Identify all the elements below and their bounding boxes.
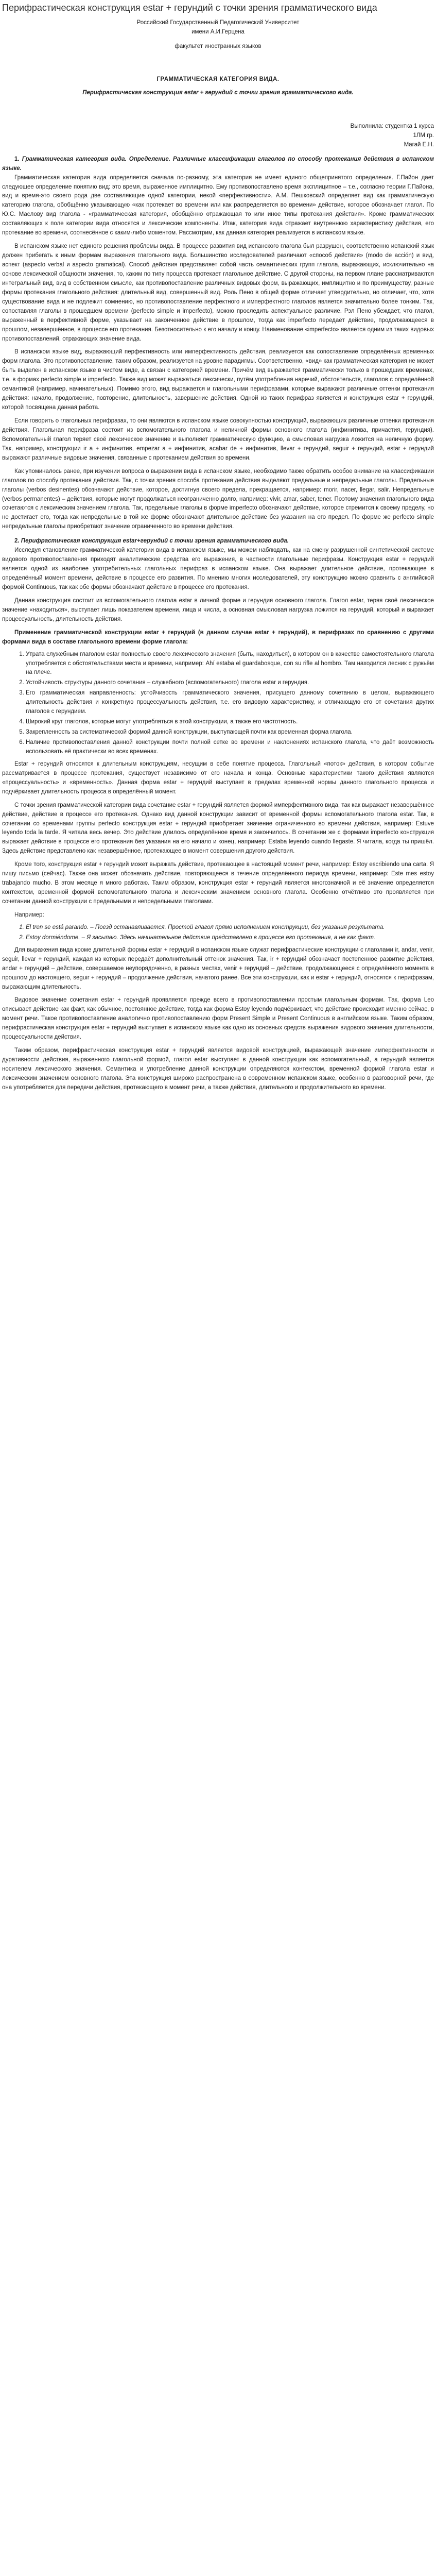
list-item: 2. Устойчивость структуры данного сочетания – служебного (вспомогательного) глагола estar и герундия.	[26, 679, 434, 688]
paragraph: Кроме того, конструкция estar + герундий может выражать действие, протекающее в настоящий момент речи, например: Estoy escribiendo una carta. Я пишу письмо (сейчас). Также она может обозначать действие, повторяющееся в течение определённого периода времени, например: Este mes estoy trabajando mucho. В этом месяце я много работаю. Таким образом, конструкция estar + герундий является многозначной и её значение определяется контекстом, временной формой вспомогательного глагола и лексическим значением основного глагола. Особенно отчётливо это проявляется при сочетании данной конструкции с предельными и непредельными глаголами.	[2, 861, 434, 905]
paragraph: Грамматическая категория вида определяется сначала по-разному, эта категория не имеет единого общепринятого определения. Г.Пайон дает следующее определение понятию вид: это время, выраженное имплицитно. Ему противопоставлено время эксплицитное – т.е., согласно теории Г.Пайона, вид и время-это своего рода две составляющие одной категории, некой «перфективности». А.М. Пешковский определяет вид как грамматическую категорию глагола, обобщённо указывающую «как протекает во времени или как распределяется во времени» действие, которое обозначает глагол. По Ю.С. Маслову вид глагола - «грамматическая категория, обобщённо отражающая то или иное типы протекания действия». Кроме грамматических составляющих к поле категории вида относятся и лексические компоненты. Итак, категория вида отражает внутреннюю характеристику действия, его протекание во времени, соотнесённое с каким-либо моментом. Рассмотрим, как данная категория реализуется в испанском языке.	[2, 174, 434, 236]
paragraph: С точки зрения грамматической категории вида сочетание estar + герундий является формой имперфективного вида, так как выражает незавершённое действие, действие в процессе его протекания. Однако вид данной конструкции зависит от временной формы вспомогательного глагола estar. Так, в сочетании со временами группы perfecto конструкция estar + герундий приобретает значение ограниченного во времени действия, например: Estuve leyendo toda la tarde. Я читала весь вечер. Это действие длилось определённое время и закончилось. В сочетании же с формами imperfecto конструкция выражает действие в процессе его протекания без указания на его начало и конец, например: Estaba leyendo cuando llegaste. Я читала, когда ты пришёл. Здесь действие представлено как незавершённое, протекающее в момент совершения другого действия.	[2, 802, 434, 855]
paragraph: Видовое значение сочетания estar + герундий проявляется прежде всего в противопоставлении простым глагольным формам. Так, форма Leo описывает действие как факт, как обычное, постоянное действие, тогда как форма Estoy leyendo подчёркивает, что действие происходит именно сейчас, в момент речи. Такое противопоставление аналогично противопоставлению форм Present Simple и Present Continuous в английском языке. Таким образом, перифрастическая конструкция estar + герундий выступает в испанском языке как одно из основных средств выражения видового значения длительности, процессуальности действия.	[2, 997, 434, 1041]
list-item: 6. Наличие противопоставления данной конструкции почти полной сетке во времени и наклонениях испанского глагола, что даёт возможность использовать её практически во всех временах.	[26, 738, 434, 757]
section-1-number: 1.	[14, 156, 20, 162]
section-2-number: 2.	[14, 538, 20, 545]
author-line-3: Магай Е.Н.	[404, 142, 434, 148]
institution-name: имени А.И.Герцена	[191, 28, 245, 35]
document-title: Перифрастическая конструкция estar + герундий с точки зрения грамматического вида	[2, 3, 377, 13]
section-1-heading	[2, 155, 434, 174]
paragraph: Estar + герундий относятся к длительным конструкциям, несущим в себе понятие процесса. Глагольный «поток» действия, в котором событие рассматривается в процессе протекания, существует независимо от его начала и конца. Основные характеристики такого действия являются «процессуальность» и «временность». Данная форма estar + герундий выступает в пределах временной нормы данного глагольного процесса и подчёркивает длительность процесса в определённый момент.	[2, 760, 434, 795]
institution: Российский Государственный Педагогический Университет	[136, 19, 300, 26]
list-item: 5. Закрепленность за систематической формой данной конструкции, выступающей почти как временная форма глагола.	[26, 728, 434, 737]
section-2-title: Перифрастическая конструкция estar+герундий с точки зрения грамматического вида.	[21, 538, 289, 545]
author-line-2: 1ЛМ гр.	[413, 132, 434, 139]
sub-heading: Перифрастическая конструкция estar + герундий с точки зрения грамматического вида.	[82, 89, 354, 96]
list-item: 3. Его грамматическая направленность: устойчивость грамматического значения, присущего данному сочетанию в целом, выражающего длительность действия и конкретную процессуальность действия, т.е. его видовую характеристику, и отличающую его от сочетания других глаголов с герундием.	[26, 689, 434, 717]
note-paragraph: Применение грамматической конструкции estar + герундий (в данном случае estar + герундий), в перифразах по сравнению с другими формами вида в составе глагольного времени форме глагола:	[2, 629, 434, 645]
main-heading: ГРАММАТИЧЕСКАЯ КАТЕГОРИЯ ВИДА.	[156, 76, 280, 82]
paragraph: Если говорить о глагольных перифразах, то они являются в испанском языке совокупностью конструкций, выражающих различные оттенки протекания действия. Глагольная перифраза состоит из вспомогательного глагола и неличной формы основного глагола (инфинитива, причастия, герундия). Вспомогательный глагол теряет своё лексическое значение и выполняет грамматическую функцию, а смысловая нагрузка ложится на неличную форму. Так, например, конструкции ir a + инфинитив, empezar a + инфинитив, acabar de + инфинитив, llevar + герундий, seguir + герундий, estar + герундий выражают различные видовые значения, связанные с протеканием действия во времени.	[2, 418, 434, 461]
paragraph: Таким образом, перифрастическая конструкция estar + герундий является видовой конструкцией, выражающей значение имперфективности и дуративности действия, выраженного глагольной формой, глагол estar выступает в данной конструкции как вспомогательный, а герундий является носителем лексического значения. Семантика и употребление данной конструкции определяются контекстом, временной формой глагола estar и лексическим значением основного глагола. Эта конструкция широко распространена в современном испанском языке, особенно в разговорной речи, где она употребляется для передачи действия, протекающего в момент речи, а также действия, длительного и продолжительного во времени.	[2, 1047, 434, 1091]
features-list	[2, 650, 434, 757]
author-line-1: Выполнила: студентка 1 курса	[350, 123, 434, 129]
section-2-heading	[2, 537, 434, 546]
document-page	[0, 0, 436, 1100]
list-item: 1. Утрата служебным глаголом estar полностью своего лексического значения (быть, находиться), в котором он в качестве самостоятельного глагола употребляется с обстоятельствами места и времени, например: Ahí estaba el guardabosque, con su rifle al hombro. Там находился лесник с ружьём на плече.	[26, 650, 434, 678]
paragraph: Как упоминалось ранее, при изучении вопроса о выражении вида в испанском языке, необходимо также обратить особое внимание на классификации глаголов по способу протекания действия. Так, с точки зрения способа протекания действия выделяют предельные и непредельные глаголы. Предельные глаголы (verbos desinentes) обозначают действие, которое, достигнув своего предела, прекращается, например: morir, nacer, llegar, salir. Непредельные (verbos permanentes) – действия, которые могут продолжаться неограниченно долго, например: vivir, amar, saber, tener. Поэтому значения глагольного вида сочетаются с лексическим значением глагола. Так, предельные глаголы в форме imperfecto обозначают действие, которое стремится к своему пределу, но не достигает его, тогда как непредельные в той же форме обозначают длительное действие без указания на его предел. По форме же perfecto simple непредельные глаголы приобретают значение ограниченного во времени действия.	[2, 468, 434, 530]
examples-heading: Например:	[14, 911, 44, 918]
paragraph: В испанском языке нет единого решения проблемы вида. В процессе развития вид испанского глагола был разрушен, соответственно испанский язык должен прибегать к иным формам выражения глагольного вида. Большинство исследователей различают «способ действия» (modo de acción) и вид, аспект (aspecto verbal и aspecto gramatical). Способ действия представляет собой часть семантических групп глагола, выражающих, исключительно на основе лексической общности значения, то, каким по типу процесса протекает глагольное действие. С другой стороны, на первом плане рассматриваются интегральный вид, вид в собственном смысле, как противопоставление различных видовых форм, выражающих, имплицитно и по преимуществу, разные формы протекания глагольного действия: длительный вид, совершенный вид. Роль Пено в общей форме отличает утвердительно, но отличает, что, хотя существование вида и не подлежит сомнению, но противопоставление перфектного и имперфектного глаголов является значительно более тонким. Так, сопоставляя глаголы в прошедшем времени (perfecto simple и imperfecto), можно проследить аспектуальное различие. Рэл Пено убеждает, что глагол, выраженный в перфективной форме, указывает на законченное действие в прошлом, тогда как imperfecto передаёт действие, продолжающееся в прошлом, незавершённое, в процессе его протекания. Безотносительно к его началу и концу. Наименование «imperfecto» является одним из таких видовых противопоставлений, отражающих значение вида.	[2, 243, 434, 342]
paragraph: Данная конструкция состоит из вспомогательного глагола estar в личной форме и герундия основного глагола. Глагол estar, теряя своё лексическое значение «находиться», выступает лишь показателем времени, лица и числа, а основная смысловая нагрузка ложится на герундий, который и выражает процессуальность, длительность действия.	[2, 597, 434, 622]
section-1-title: Грамматическая категория вида. Определение. Различные классификации глаголов по способу протекания действия в испанском языке.	[2, 156, 434, 172]
example-item: 2. Estoy dormiéndome. – Я засыпаю. Здесь начинательное действие представлено в процессе его протекания, а не как факт.	[26, 934, 434, 943]
example-item: 1. El tren se está parando. – Поезд останавливается. Простой глагол прямо исполнением конструкции, без указания результата.	[26, 923, 434, 933]
faculty: факультет иностранных языков	[175, 43, 261, 50]
paragraph: В испанском языке вид, выражающий перфективность или имперфективность действия, реализуется как сопоставление определённых временных форм глагола. Это противопоставление, таким образом, реализуется на уровне парадигмы. Соответственно, «вид» как грамматическая категория не может быть выделен в испанском языке в чистом виде, а связан с категорией времени. Причём вид выражается грамматически только в прошедших временах, т.е. в формах perfecto simple и imperfecto. Также вид может выражаться лексически, путём употребления наречий, обстоятельств, глаголов с определённой семантикой (например, начинательных). Помимо этого, вид выражается и глагольными перифразами, которые выражают различные оттенки протекания действия: начало, продолжение, повторение, длительность, завершение действия. Одной из таких перифраз является и конструкция estar + герундий, которой посвящена данная работа.	[2, 349, 434, 411]
paragraph: Для выражения вида кроме длительной формы estar + герундий в испанском языке служат перифрастические конструкции с глаголами ir, andar, venir, seguir, llevar + герундий, каждая из которых передаёт дополнительный оттенок значения. Так, ir + герундий обозначает постепенное развитие действия, andar + герундий – действие, совершаемое неупорядоченно, в разных местах, venir + герундий – действие, продолжающееся с определённого момента в прошлом до настоящего, seguir + герундий – продолжение действия, начатого ранее. Все эти конструкции, как и estar + герундий, относятся к перифразам, выражающим длительность.	[2, 946, 434, 990]
list-item: 4. Широкий круг глаголов, которые могут употребляться в этой конструкции, а также его частотность.	[26, 718, 434, 727]
examples-list	[2, 923, 434, 943]
paragraph: Исследуя становление грамматической категории вида в испанском языке, мы можем наблюдать, как на смену разрушенной синтетической системе видового противопоставления приходят аналитические средства его выражения, в частности глагольные перифразы. Конструкция estar + герундий является одной из наиболее употребительных глагольных перифраз в испанском языке. Она выражает длительное действие, протекающее в определённый момент времени, действие в процессе его развития. По мнению многих исследователей, эту конструкцию можно сравнить с английской формой Continuous, так как обе формы обозначают действие в процессе его протекания.	[2, 547, 434, 590]
